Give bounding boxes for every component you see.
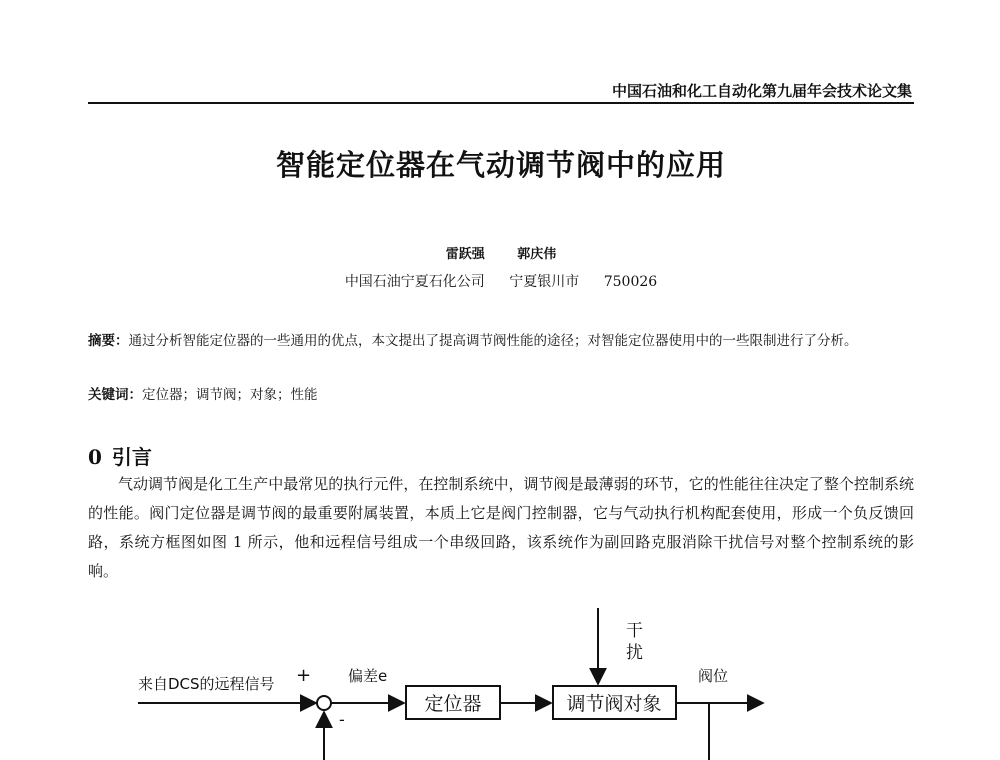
- plus-sign: +: [296, 665, 312, 686]
- running-header: 中国石油和化工自动化第九届年会技术论文集: [611, 82, 912, 100]
- disturbance-label: 干: [626, 621, 643, 641]
- output-label: 阀位: [698, 667, 729, 685]
- abstract-label: 摘要：: [88, 333, 129, 349]
- author-name: 雷跃强: [445, 247, 485, 262]
- affiliation-city: 宁夏银川市: [509, 274, 580, 290]
- affiliation-postcode: 750026: [603, 274, 658, 290]
- summing-junction: [317, 696, 331, 710]
- keywords-label: 关键词：: [88, 387, 142, 403]
- minus-sign: -: [339, 710, 345, 729]
- valve-object-label: 调节阀对象: [566, 693, 662, 715]
- paper-title: 智能定位器在气动调节阀中的应用: [275, 148, 726, 182]
- affiliation-org: 中国石油宁夏石化公司: [344, 274, 485, 290]
- error-label: 偏差e: [348, 667, 388, 685]
- abstract-text: 通过分析智能定位器的一些通用的优点，本文提出了提高调节阀性能的途径；对智能定位器使用中的一些限制进行了分析。: [128, 333, 858, 349]
- intro-paragraph: 气动调节阀是化工生产中最常见的执行元件，在控制系统中，调节阀是最薄弱的环节，它的性能往往决定了整个控制系统的性能。阀门定位器是调节阀的最重要附属装置，本质上它是阀门控制器，它与气动执行机构配套使用，形成一个负反馈回路，系统方框图如图 1 所示，他和远程信号组成一个串级回路，该系统作为副回路克服消除干扰信号对整个控制系统的影响。: [88, 475, 914, 580]
- keywords-text: 定位器；调节阀；对象；性能: [142, 387, 318, 403]
- input-signal-label: 来自DCS的远程信号: [138, 675, 275, 693]
- author-name: 郭庆伟: [517, 247, 557, 262]
- section-title: 引言: [111, 445, 152, 469]
- section-number: 0: [88, 445, 102, 469]
- disturbance-label: 扰: [626, 643, 643, 663]
- positioner-label: 定位器: [424, 693, 482, 715]
